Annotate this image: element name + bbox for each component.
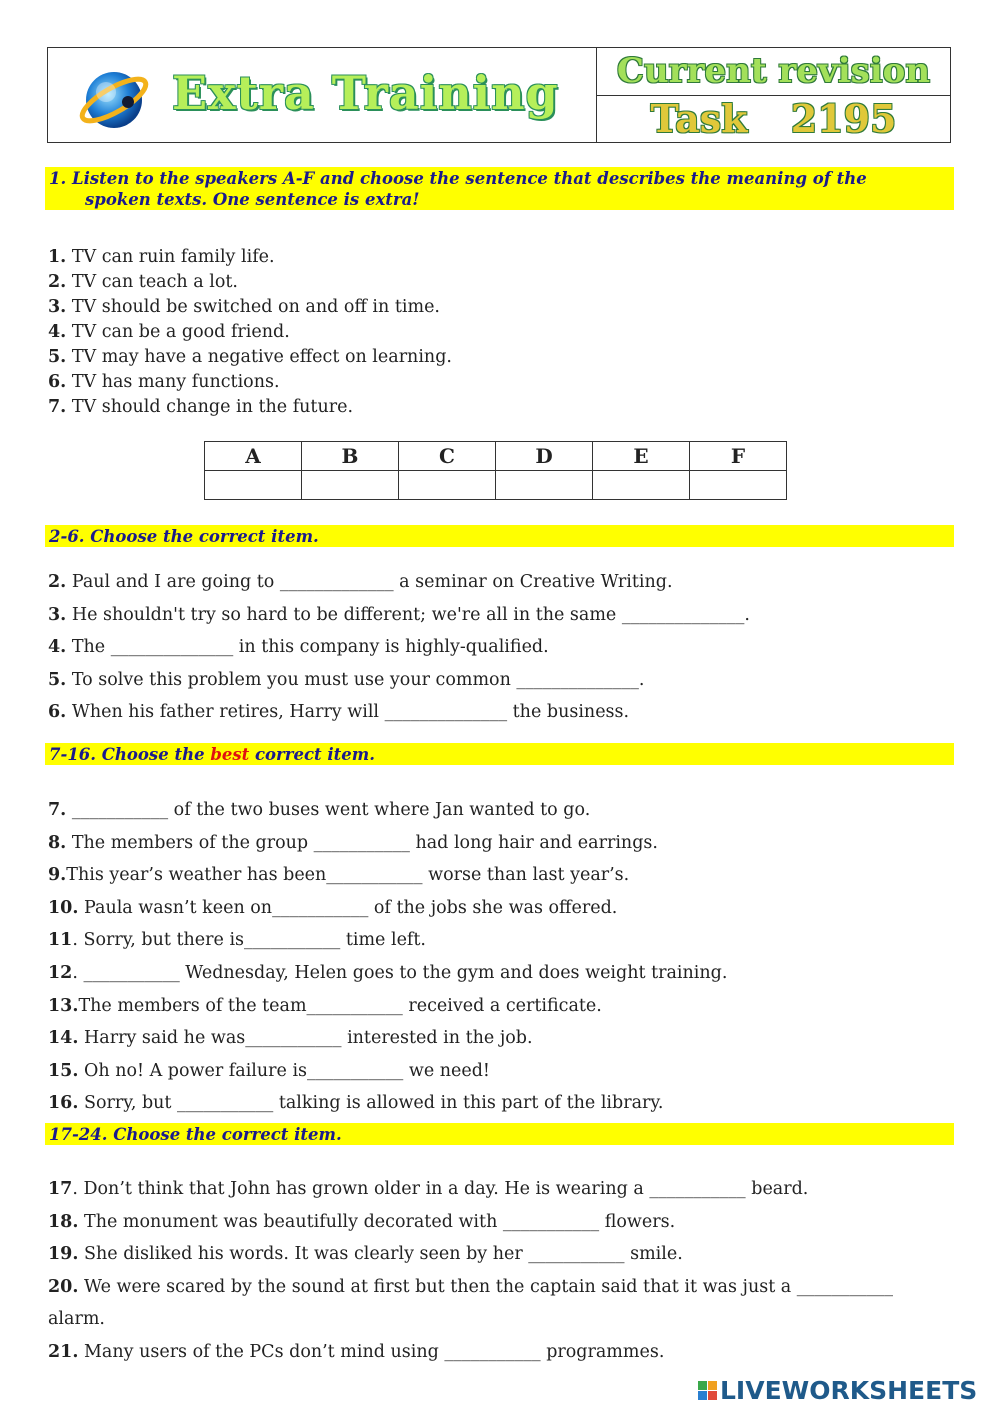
- item-text: TV has many functions.: [66, 372, 280, 392]
- list-item: [48, 1336, 893, 1369]
- item-text: TV can be a good friend.: [66, 322, 290, 342]
- item-number: 7.: [48, 397, 67, 417]
- item-text: To solve this problem you must use your common ______________.: [66, 669, 645, 690]
- answer-table: [204, 441, 787, 500]
- answer-table-header-row: [205, 442, 787, 471]
- item-text: The members of the group ___________ had long hair and earrings.: [66, 832, 658, 853]
- list-item: [48, 1206, 893, 1239]
- list-item: [48, 320, 452, 345]
- item-text: alarm.: [48, 1309, 105, 1330]
- globe-icon: [76, 62, 152, 134]
- answer-header-e: E: [593, 442, 690, 471]
- list-item: [48, 924, 727, 957]
- item-number: 15.: [48, 1060, 79, 1081]
- list-item: [48, 990, 727, 1023]
- answer-header-a: A: [205, 442, 302, 471]
- list-item: [48, 1022, 727, 1055]
- header-brand-cell: [48, 48, 597, 142]
- answer-header-d: D: [496, 442, 593, 471]
- item-number: 2.: [48, 272, 67, 292]
- answer-header-b: B: [302, 442, 399, 471]
- item-number: 16.: [48, 1093, 79, 1114]
- list-item: [48, 1087, 727, 1120]
- liveworksheets-icon: [698, 1381, 717, 1400]
- liveworksheets-text: LIVEWORKSHEETS: [720, 1376, 978, 1405]
- list-item: [48, 599, 750, 632]
- list-item: [48, 370, 452, 395]
- header-info-cell: [597, 48, 950, 142]
- task-row: [597, 95, 950, 143]
- item-number: 5.: [48, 669, 67, 690]
- list-item: [48, 859, 727, 892]
- item-text: . ___________ Wednesday, Helen goes to the gym and does weight training.: [72, 962, 728, 983]
- answer-header-f: F: [690, 442, 787, 471]
- item-text: TV can ruin family life.: [66, 247, 275, 267]
- section1-title: [45, 167, 954, 210]
- answer-cell-c[interactable]: [399, 471, 496, 500]
- list-item: [48, 1173, 893, 1206]
- section1-title-line2: spoken texts. One sentence is extra!: [85, 190, 420, 209]
- list-item: [48, 345, 452, 370]
- list-item: [48, 1271, 893, 1304]
- answer-header-c: C: [399, 442, 496, 471]
- answer-cell-f[interactable]: [690, 471, 787, 500]
- list-item: [48, 395, 452, 420]
- liveworksheets-logo[interactable]: [698, 1376, 977, 1405]
- list-item: [48, 1238, 893, 1271]
- list-item: [48, 957, 727, 990]
- item-text: Paula wasn’t keen on___________ of the jobs she was offered.: [78, 897, 618, 918]
- list-item: [48, 892, 727, 925]
- item-number: 6.: [48, 372, 67, 392]
- item-text: Oh no! A power failure is___________ we need!: [78, 1060, 490, 1081]
- section2-title: 2-6. Choose the correct item.: [45, 525, 954, 547]
- item-number: 20.: [48, 1276, 79, 1297]
- item-number: 12: [48, 962, 73, 983]
- list-item: [48, 1055, 727, 1088]
- list-item: [48, 696, 750, 729]
- item-number: 1.: [48, 247, 67, 267]
- list-item: [48, 664, 750, 697]
- item-text: Sorry, but ___________ talking is allowed in this part of the library.: [78, 1093, 664, 1114]
- item-number: 3.: [48, 604, 67, 625]
- item-number: 14.: [48, 1028, 79, 1049]
- section1-list: [48, 245, 452, 420]
- list-item: [48, 1303, 893, 1336]
- item-number: 9.: [48, 865, 67, 886]
- section4-list: [48, 1173, 893, 1369]
- item-number: 18.: [48, 1211, 79, 1232]
- list-item: [48, 631, 750, 664]
- item-number: 7.: [48, 800, 67, 820]
- item-text: He shouldn't try so hard to be different; we're all in the same ______________.: [66, 604, 750, 625]
- answer-cell-d[interactable]: [496, 471, 593, 500]
- section3-title-highlight: best: [210, 745, 250, 764]
- section4-title: 17-24. Choose the correct item.: [45, 1123, 954, 1145]
- section1-title-line1: 1. Listen to the speakers A-F and choose the sentence that describes the meaning of the: [49, 169, 867, 188]
- section2-list: [48, 566, 750, 729]
- item-text: TV should change in the future.: [66, 397, 354, 417]
- list-item: [48, 794, 727, 827]
- item-number: 2.: [48, 572, 67, 592]
- item-text: She disliked his words. It was clearly seen by her ___________ smile.: [78, 1244, 683, 1265]
- item-text: This year’s weather has been___________ worse than last year’s.: [66, 865, 630, 886]
- answer-cell-b[interactable]: [302, 471, 399, 500]
- item-text: The monument was beautifully decorated with ___________ flowers.: [78, 1211, 676, 1232]
- task-label: Task 2195: [650, 96, 897, 142]
- item-number: 19.: [48, 1244, 79, 1265]
- revision-label: Current revision: [616, 51, 931, 92]
- item-text: . Don’t think that John has grown older in a day. He is wearing a ___________ beard.: [72, 1179, 809, 1199]
- item-text: When his father retires, Harry will ______________ the business.: [66, 702, 630, 723]
- item-text: Harry said he was___________ interested in the job.: [78, 1028, 533, 1049]
- answer-cell-e[interactable]: [593, 471, 690, 500]
- item-number: 13.: [48, 995, 79, 1016]
- item-number: 4.: [48, 637, 67, 658]
- item-text: The ______________ in this company is highly-qualified.: [66, 637, 549, 658]
- answer-table-input-row: [205, 471, 787, 500]
- answer-cell-a[interactable]: [205, 471, 302, 500]
- item-number: 17: [48, 1179, 73, 1199]
- item-text: We were scared by the sound at first but then the captain said that it was just a ___________: [78, 1276, 894, 1297]
- list-item: [48, 827, 727, 860]
- item-text: The members of the team___________ received a certificate.: [78, 995, 602, 1016]
- item-text: Many users of the PCs don’t mind using ___________ programmes.: [78, 1341, 665, 1362]
- item-text: . Sorry, but there is___________ time left.: [72, 930, 426, 951]
- list-item: [48, 245, 452, 270]
- item-text: TV should be switched on and off in time.: [66, 297, 440, 317]
- section3-list: [48, 794, 727, 1120]
- header-box: [47, 47, 951, 143]
- list-item: [48, 295, 452, 320]
- item-number: 5.: [48, 347, 67, 367]
- item-number: 6.: [48, 702, 67, 723]
- item-number: 10.: [48, 897, 79, 918]
- item-number: 8.: [48, 832, 67, 853]
- item-text: TV may have a negative effect on learning.: [66, 347, 452, 367]
- item-number: 3.: [48, 297, 67, 317]
- item-number: 4.: [48, 322, 67, 342]
- revision-row: [597, 48, 950, 95]
- brand-title: Extra Training: [172, 66, 559, 120]
- section3-title-pre: 7-16. Choose the: [49, 745, 211, 764]
- list-item: [48, 270, 452, 295]
- item-text: Paul and I are going to _____________ a seminar on Creative Writing.: [66, 572, 673, 592]
- item-text: TV can teach a lot.: [66, 272, 238, 292]
- section3-title: [45, 743, 954, 765]
- item-number: 11: [48, 930, 73, 951]
- list-item: [48, 566, 750, 599]
- item-text: ___________ of the two buses went where Jan wanted to go.: [66, 800, 591, 820]
- item-number: 21.: [48, 1341, 79, 1362]
- section3-title-post: correct item.: [249, 745, 375, 764]
